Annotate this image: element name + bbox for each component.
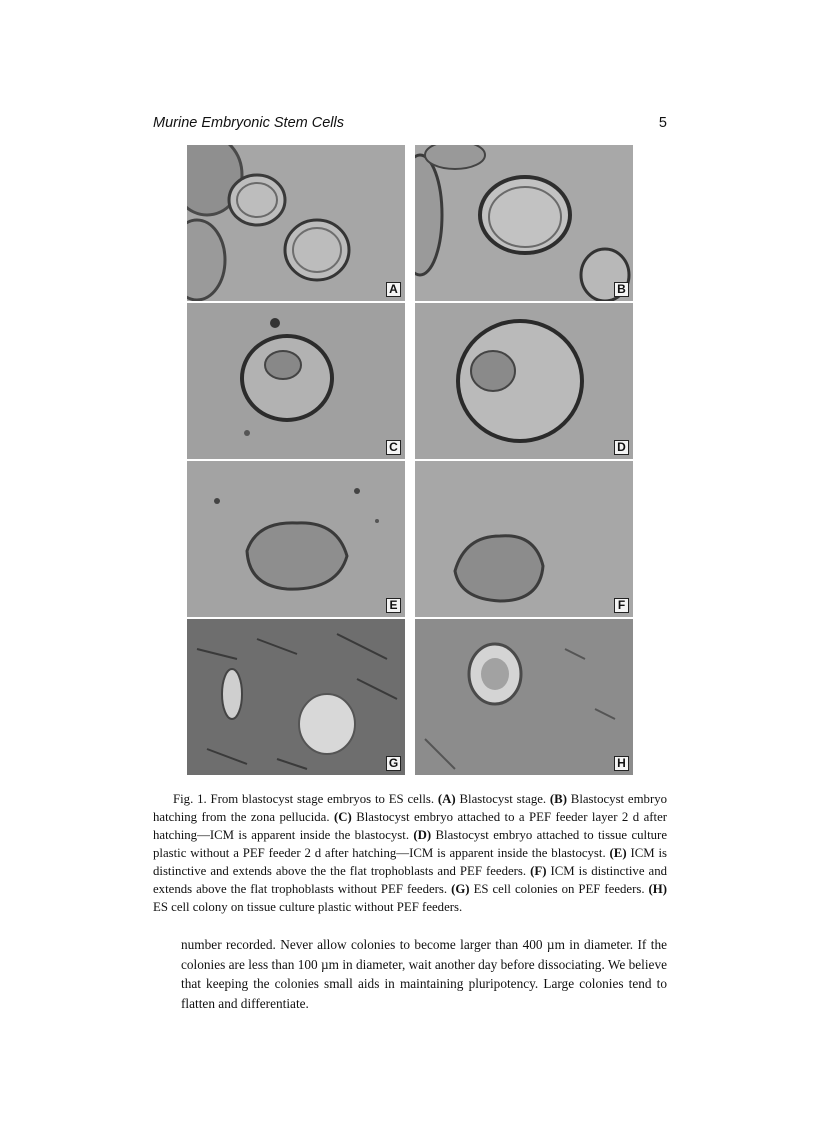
- caption-key-g: (G): [451, 882, 470, 896]
- body-paragraph: number recorded. Never allow colonies to become larger than 400 µm in diameter. If the colonies are less than 100 µm in diameter, wait another day before dissociating. We believe that keeping the colonies small aids in maintaining pluripotency. Large colonies tend to flatten and differentiate.: [181, 937, 667, 1011]
- caption-key-h: (H): [648, 882, 668, 896]
- panel-g-micrograph: [187, 619, 405, 775]
- caption-intro: Fig. 1. From blastocyst stage embryos to ES cells.: [173, 792, 438, 806]
- caption-text-a: Blastocyst stage.: [455, 792, 550, 806]
- figure-1: [187, 145, 633, 775]
- running-head: [153, 115, 667, 131]
- figure-panel-a: [187, 145, 405, 301]
- panel-label-g: G: [386, 756, 401, 771]
- caption-key-f: (F): [530, 864, 547, 878]
- panel-label-b: B: [614, 282, 629, 297]
- caption-text-f: ICM is distinctive and extends above the flat trophoblasts without PEF feeders.: [153, 864, 667, 896]
- caption-text-c: Blastocyst embryo attached to a PEF feeder layer 2 d after hatching—ICM is apparent inside the blastocyst.: [153, 810, 668, 842]
- panel-d-micrograph: [415, 303, 633, 459]
- figure-panel-f: [415, 461, 633, 617]
- figure-panel-b: [415, 145, 633, 301]
- panel-label-a: A: [386, 282, 401, 297]
- caption-key-e: (E): [609, 846, 627, 860]
- panel-e-micrograph: [187, 461, 405, 617]
- panel-f-micrograph: [415, 461, 633, 617]
- panel-h-micrograph: [415, 619, 633, 775]
- figure-panel-d: [415, 303, 633, 459]
- caption-text-e: ICM is distinctive and extends above the the flat trophoblasts and PEF feeders.: [153, 846, 668, 878]
- caption-key-c: (C): [334, 810, 352, 824]
- figure-caption: [153, 790, 667, 916]
- caption-text-h: ES cell colony on tissue culture plastic without PEF feeders.: [153, 900, 463, 914]
- figure-panel-e: [187, 461, 405, 617]
- panel-label-h: H: [614, 756, 629, 771]
- figure-panel-h: [415, 619, 633, 775]
- panel-a-micrograph: [187, 145, 405, 301]
- panel-label-c: C: [386, 440, 401, 455]
- running-head-title: Murine Embryonic Stem Cells: [153, 115, 344, 131]
- figure-panel-g: [187, 619, 405, 775]
- caption-text-d: Blastocyst embryo attached to tissue culture plastic without a PEF feeder 2 d after hatching—ICM is apparent inside the blastocyst.: [153, 828, 667, 860]
- caption-key-b: (B): [549, 792, 567, 806]
- page-number: 5: [658, 115, 667, 131]
- caption-key-a: (A): [437, 792, 456, 806]
- panel-c-micrograph: [187, 303, 405, 459]
- panel-label-e: E: [386, 598, 401, 613]
- caption-text-g: ES cell colonies on PEF feeders.: [469, 882, 649, 896]
- caption-text-b: Blastocyst embryo hatching from the zona pellucida.: [153, 792, 667, 824]
- figure-panel-c: [187, 303, 405, 459]
- panel-b-micrograph: [415, 145, 633, 301]
- panel-label-f: F: [614, 598, 629, 613]
- panel-label-d: D: [614, 440, 629, 455]
- caption-key-d: (D): [413, 828, 432, 842]
